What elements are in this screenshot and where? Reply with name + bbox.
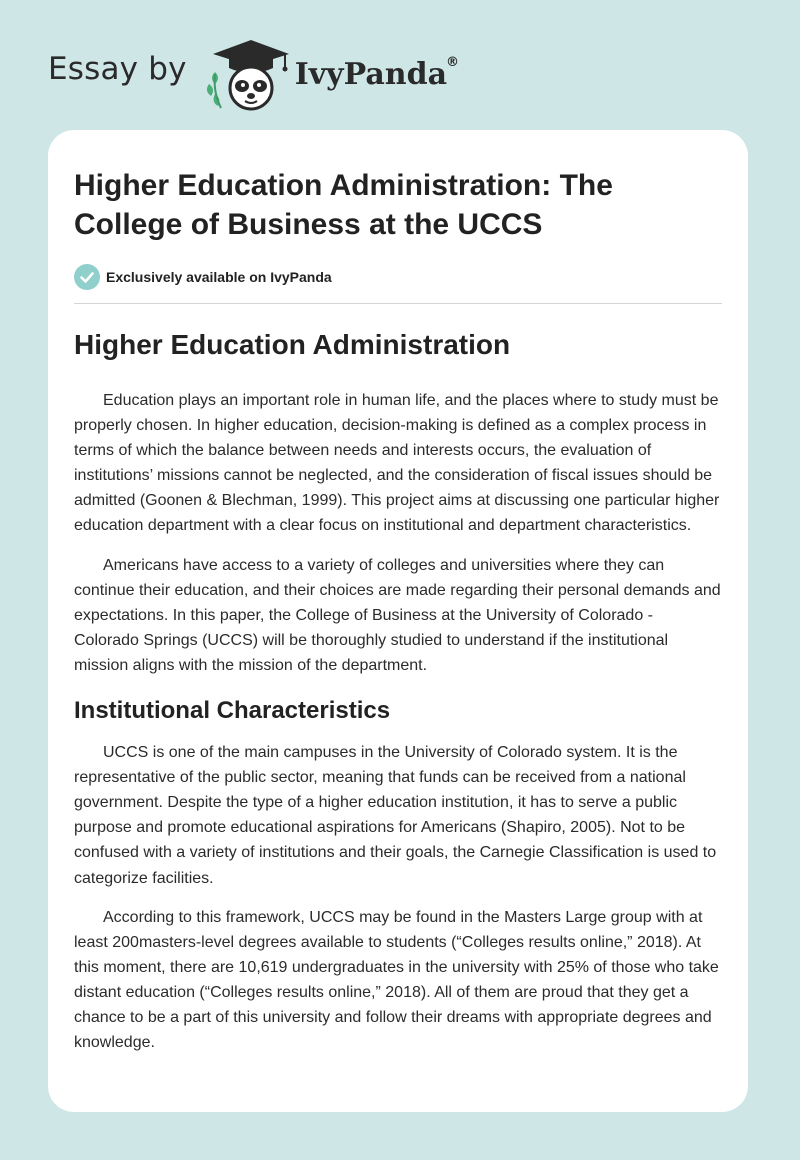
section-heading: Higher Education Administration: [74, 329, 511, 360]
paragraph: UCCS is one of the main campuses in the University of Colorado system. It is the representative of the public sector, meaning that funds can be received from a national government. Despite the type of a higher education institution, it has to serve a public purpose and promote educational aspirations for Americans (Shapiro, 2005). Not to be confused with a variety of institutions and their goals, the Carnegie Classification is used to categorize facilities.: [74, 744, 717, 887]
check-circle-icon: [74, 264, 100, 290]
subsection-heading: Institutional Characteristics: [74, 697, 391, 725]
paragraph: Americans have access to a variety of colleges and universities where they can continue their education, and their choices are made regarding their personal demands and expectations. In this paper, the College of Business at the University of Colorado - Colorado Springs (UCCS) will be thoroughly studied to understand if the institutional mission aligns with the mission of the department.: [74, 556, 721, 674]
paragraph: Education plays an important role in human life, and the places where to study must be properly chosen. In higher education, decision-making is defined as a complex process in terms of which the balance between needs and interests occurs, the evaluation of institutions’ missions cannot be neglected, and the consideration of fiscal issues should be admitted (Goonen & Blechman, 1999). This project aims at discussing one particular higher education department with a clear focus on institutional and department characteristics.: [74, 392, 720, 535]
essay-card: [48, 130, 748, 1112]
title-divider: [74, 303, 722, 304]
exclusive-badge-text: Exclusively available on IvyPanda: [106, 269, 332, 285]
registered-mark: ®: [446, 54, 460, 70]
essay-title: Higher Education Administration: The College of Business at the UCCS: [74, 169, 613, 241]
site-header: [48, 34, 460, 112]
paragraph: According to this framework, UCCS may be found in the Masters Large group with at least 200masters-level degrees available to students (“Colleges results online,” 2018). At this moment, there are 10,619 undergraduates in the university with 25% of those who take distant education (“Colleges results online,” 2018). All of them are proud that they get a chance to be a part of this university and follow their dreams with appropriate degrees and knowledge.: [74, 908, 719, 1052]
ivypanda-brand-name[interactable]: [294, 54, 460, 92]
essay-by-label: Essay by: [48, 51, 187, 87]
ivypanda-logo-icon[interactable]: [201, 34, 293, 112]
brand-text: IvyPanda: [294, 56, 448, 92]
exclusive-badge: [74, 263, 722, 291]
